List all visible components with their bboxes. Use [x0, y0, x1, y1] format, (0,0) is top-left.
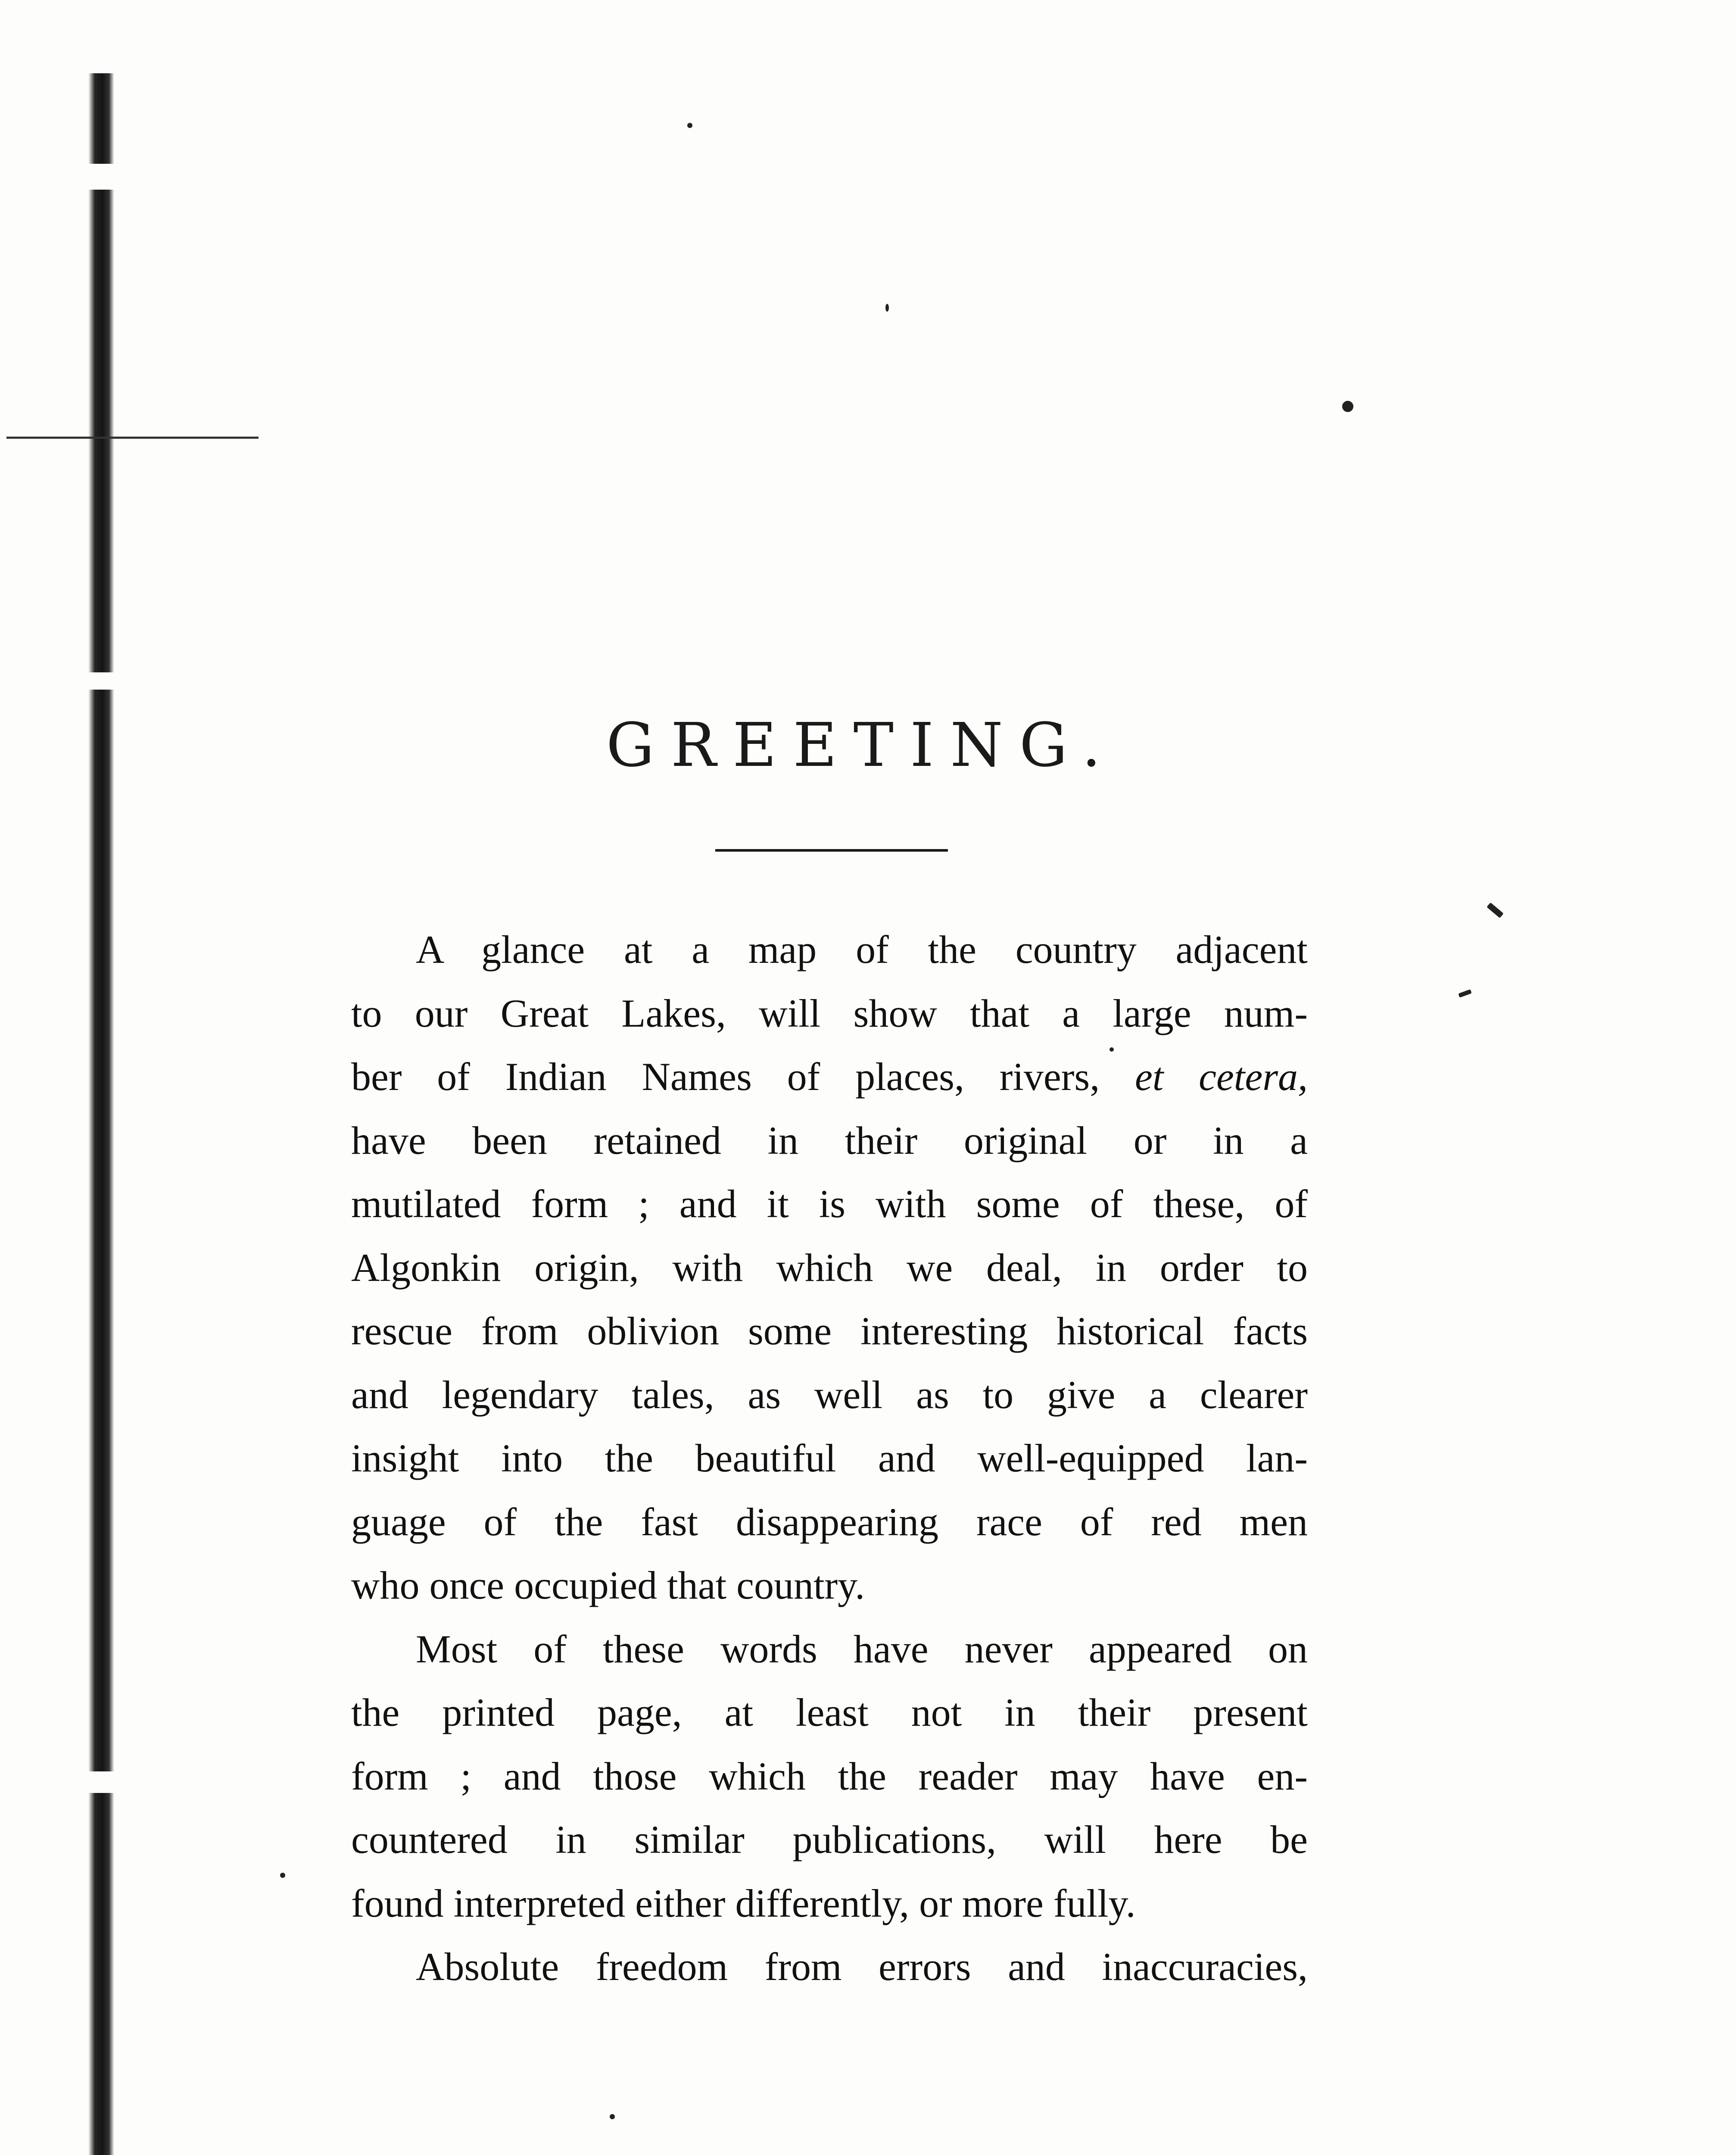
text-line: the printed page, at least not in their present: [351, 1690, 1308, 1734]
text-line: Algonkin origin, with which we deal, in order to: [351, 1245, 1308, 1290]
page-title: GREETING.: [606, 710, 1118, 781]
body-text: [351, 918, 1308, 1999]
title-rule: [715, 849, 948, 852]
text-line: countered in similar publications, will here be: [351, 1818, 1308, 1861]
text-line: insight into the beautiful and well-equipped lan-: [351, 1436, 1308, 1480]
ink-speck: [1487, 903, 1504, 918]
binding-gap: [86, 164, 116, 190]
crop-mark-line: [6, 437, 259, 439]
ink-speck: [1342, 401, 1353, 412]
text-line: rescue from oblivion some interesting historical facts: [351, 1309, 1308, 1353]
paragraph-2: [351, 1618, 1308, 1936]
text-line: to our Great Lakes, will show that a large num-: [351, 991, 1308, 1035]
text-line: A glance at a map of the country adjacent: [416, 928, 1308, 971]
binding-gap: [86, 672, 116, 690]
ink-speck: [885, 304, 889, 312]
text-line: guage of the fast disappearing race of red men: [351, 1499, 1308, 1544]
text-line: [351, 1045, 1308, 1109]
ink-speck: [1458, 989, 1472, 998]
text-line: mutilated form ; and it is with some of these, of: [351, 1182, 1308, 1226]
ink-speck: [280, 1873, 285, 1878]
text-fragment: ber of Indian Names of places, rivers,: [351, 1055, 1100, 1099]
text-line: have been retained in their original or in a: [351, 1118, 1308, 1162]
binding-gap: [86, 1771, 116, 1793]
text-line: Most of these words have never appeared on: [416, 1627, 1308, 1671]
ink-speck: [610, 2114, 615, 2119]
text-line: Absolute freedom from errors and inaccuracies,: [416, 1945, 1308, 1989]
text-line: found interpreted either differently, or more fully.: [351, 1881, 1136, 1925]
paragraph-1: [351, 918, 1308, 1618]
text-line: who once occupied that country.: [351, 1563, 865, 1607]
text-line: and legendary tales, as well as to give a clearer: [351, 1372, 1308, 1417]
paragraph-3: [351, 1935, 1308, 1999]
binding-edge-line: [88, 73, 114, 2155]
ink-speck: [687, 123, 692, 128]
text-line: form ; and those which the reader may have en-: [351, 1754, 1308, 1798]
italic-phrase: et cetera,: [1134, 1055, 1308, 1099]
